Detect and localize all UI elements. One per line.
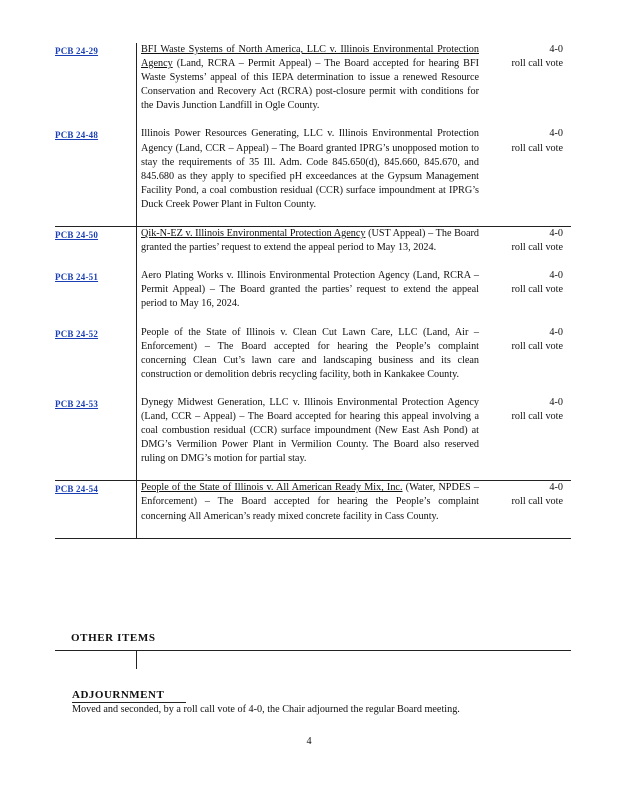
case-description bbox=[136, 481, 479, 537]
case-number-link[interactable]: PCB 24-54 bbox=[55, 484, 99, 495]
other-items-heading: OTHER ITEMS bbox=[71, 632, 156, 644]
vote-type: roll call vote bbox=[511, 142, 563, 154]
case-summary: Dynegy Midwest Generation, LLC v. Illinois Environmental Protection Agency (Land, CCR – Appeal) – The Board accepted for hearing this appeal involving a coal combustion residual (CCR) surface impoundment (New East Ash Pond) at DMG’s Vermilion Power Plant in Vermilion County. The Board also reserved ruling on DMG’s motion for partial stay. bbox=[141, 396, 479, 465]
docket-entry bbox=[55, 43, 571, 127]
vote-type: roll call vote bbox=[511, 58, 563, 70]
vote-count: 4-0 bbox=[549, 44, 563, 55]
vote-count: 4-0 bbox=[549, 482, 563, 494]
case-number-link[interactable]: PCB 24-53 bbox=[55, 398, 99, 409]
case-number-cell bbox=[55, 43, 136, 127]
column-divider bbox=[136, 651, 137, 669]
vote-type: roll call vote bbox=[511, 340, 563, 352]
case-description bbox=[136, 396, 479, 480]
docket-entries bbox=[55, 43, 571, 539]
case-number-cell bbox=[55, 227, 136, 269]
vote-type: roll call vote bbox=[511, 410, 563, 422]
vote-count: 4-0 bbox=[549, 326, 563, 338]
docket-entry bbox=[55, 396, 571, 481]
case-number-cell bbox=[55, 396, 136, 480]
case-description bbox=[136, 227, 479, 269]
vote-type: roll call vote bbox=[511, 284, 563, 296]
vote-type: roll call vote bbox=[511, 496, 563, 508]
docket-entry bbox=[55, 127, 571, 227]
vote-count: 4-0 bbox=[549, 396, 563, 408]
case-caption: Qik-N-EZ v. Illinois Environmental Protection Agency bbox=[141, 228, 366, 240]
case-number-link[interactable]: PCB 24-29 bbox=[55, 46, 99, 56]
case-summary: Aero Plating Works v. Illinois Environmental Protection Agency (Land, RCRA – Permit Appeal) – The Board granted the parties’ request to extend the appeal period to May 16, 2024. bbox=[141, 270, 479, 310]
case-summary: People of the State of Illinois v. Clean Cut Lawn Care, LLC (Land, Air – Enforcement) – The Board accepted for hearing the People’s complaint concerning Clean Cut’s lawn care and landscaping business and its clean construction or demolition debris recycling facility, both in Kankakee County. bbox=[141, 326, 479, 380]
case-summary: Illinois Power Resources Generating, LLC v. Illinois Environmental Protection Agency (Land, CCR – Appeal) – The Board granted IPRG’s unopposed motion to stay the requirements of 35 Ill. Adm. Code 845.650(d), 845.660, 845.670, and 845.680 as they apply to specified pH exceedances at the Gypsum Management Facility Pond, a coal combustion residual (CCR) surface impoundment at IPRG’s Duck Creek Power Plant in Fulton County. bbox=[141, 128, 479, 210]
docket-entry bbox=[55, 326, 571, 396]
vote-cell bbox=[479, 481, 571, 537]
vote-cell bbox=[479, 396, 571, 480]
case-number-cell bbox=[55, 326, 136, 396]
vote-cell bbox=[479, 127, 571, 226]
vote-cell bbox=[479, 326, 571, 396]
vote-cell bbox=[479, 227, 571, 269]
case-number-link[interactable]: PCB 24-52 bbox=[55, 328, 99, 339]
adjournment-heading: ADJOURNMENT bbox=[72, 688, 186, 703]
case-number-cell bbox=[55, 481, 136, 537]
case-description bbox=[136, 43, 479, 127]
case-description bbox=[136, 269, 479, 325]
case-number-cell bbox=[55, 269, 136, 325]
case-summary: (Land, RCRA – Permit Appeal) – The Board accepted for hearing BFI Waste Systems’ appeal of this IEPA determination to issue a renewed Resource Conservation and Recovery Act (RCRA) post-closure permit with conditions for the Davis Junction Landfill in Ogle County. bbox=[141, 58, 479, 112]
vote-count: 4-0 bbox=[549, 128, 563, 140]
vote-count: 4-0 bbox=[549, 228, 563, 240]
case-number-link[interactable]: PCB 24-50 bbox=[55, 230, 99, 241]
vote-type: roll call vote bbox=[511, 242, 563, 254]
case-caption: People of the State of Illinois v. All American Ready Mix, Inc. bbox=[141, 482, 403, 494]
vote-cell bbox=[479, 269, 571, 325]
case-number-link[interactable]: PCB 24-48 bbox=[55, 130, 99, 141]
docket-entry bbox=[55, 227, 571, 269]
vote-count: 4-0 bbox=[549, 270, 563, 282]
adjournment-text: Moved and seconded, by a roll call vote of 4-0, the Chair adjourned the regular Board meeting. bbox=[72, 704, 460, 715]
docket-entry bbox=[55, 481, 571, 538]
docket-entry bbox=[55, 269, 571, 325]
case-number-cell bbox=[55, 127, 136, 226]
case-caption: BFI Waste Systems of North America, LLC v. Illinois Environmental Protection Agency bbox=[141, 44, 479, 70]
case-summary: (Water, NPDES – Enforcement) – The Board accepted for hearing the People’s complaint concerning All American’s ready mixed concrete facility in Cass County. bbox=[141, 482, 479, 522]
vote-cell bbox=[479, 43, 571, 127]
case-description bbox=[136, 127, 479, 226]
page-number: 4 bbox=[306, 736, 312, 747]
case-summary: (UST Appeal) – The Board granted the parties’ request to extend the appeal period to May 13, 2024. bbox=[141, 228, 479, 254]
section-divider bbox=[55, 650, 571, 651]
case-number-link[interactable]: PCB 24-51 bbox=[55, 272, 99, 283]
case-description bbox=[136, 326, 479, 396]
